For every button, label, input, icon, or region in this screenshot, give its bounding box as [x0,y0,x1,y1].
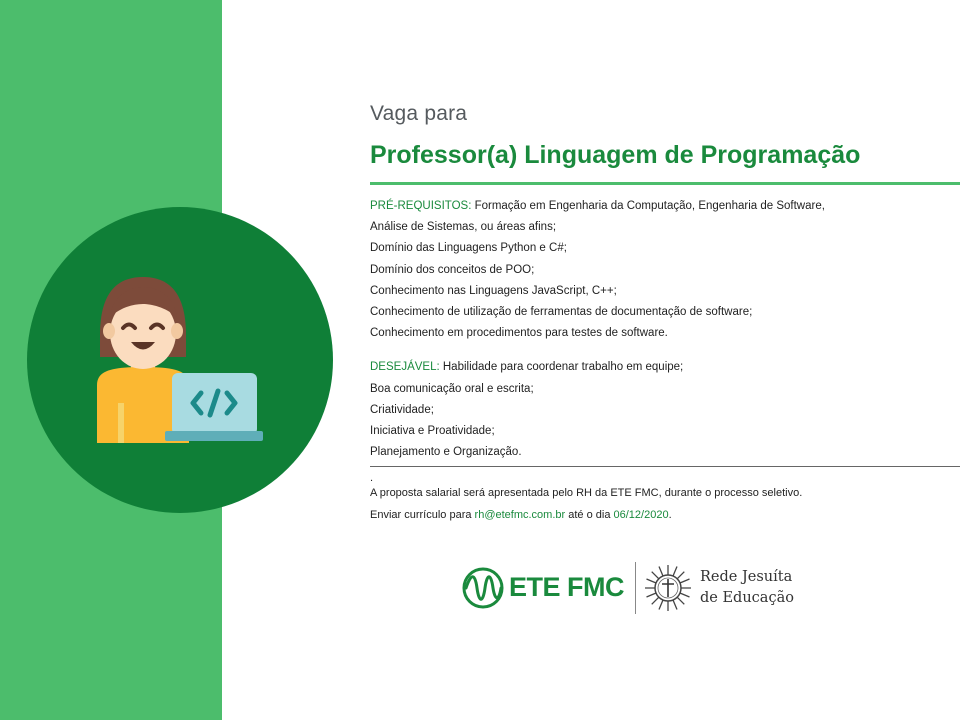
teacher-laptop-illustration [27,207,333,513]
separator-line [370,466,960,467]
rede-jesuita-line2: de Educação [700,590,794,606]
desirable-first-line [370,358,960,379]
jesuit-seal-icon [644,564,692,612]
kicker-text: Vaga para [370,102,468,125]
logo-divider [635,562,636,614]
send-prefix: Enviar currículo para [370,509,475,521]
deadline-date: 06/12/2020 [613,509,669,521]
separator-dot: . [370,472,374,484]
title-divider [370,182,960,185]
requirement-item: Conhecimento em procedimentos para testes de software. [370,327,668,340]
desirable-item: Boa comunicação oral e escrita; [370,382,534,395]
desirable-item: Criatividade; [370,403,434,416]
application-instructions [370,509,672,521]
requirement-item: Domínio das Linguagens Python e C#; [370,242,567,255]
ete-fmc-logo-text: ETE FMC [509,572,624,602]
rede-jesuita-logo-text [700,567,794,609]
desirable-item: Planejamento e Organização. [370,446,522,459]
job-title: Professor(a) Linguagem de Programação [370,141,861,169]
desirable-item: Iniciativa e Proatividade; [370,424,495,437]
requirements-list [370,197,960,464]
requirement-item: Domínio dos conceitos de POO; [370,263,535,276]
requirement-item: Conhecimento de utilização de ferramentas de documentação de software; [370,305,753,318]
requirements-first-line [370,197,960,218]
requirements-label: PRÉ-REQUISITOS: [370,200,472,212]
desirable-label: DESEJÁVEL: [370,361,440,374]
desirable-item: Habilidade para coordenar trabalho em equipe; [439,361,684,374]
requirement-item: Conhecimento nas Linguagens JavaScript, C++; [370,284,617,297]
rede-jesuita-line1: Rede Jesuíta [700,569,793,585]
salary-note: A proposta salarial será apresentada pelo RH da ETE FMC, durante o processo seletivo. [370,487,803,499]
send-middle: até o dia [565,509,614,521]
contact-email: rh@etefmc.com.br [474,509,566,521]
requirement-item: Formação em Engenharia da Computação, Engenharia de Software, [471,200,825,212]
send-suffix: . [668,509,672,521]
requirement-item: Análise de Sistemas, ou áreas afins; [370,221,557,234]
